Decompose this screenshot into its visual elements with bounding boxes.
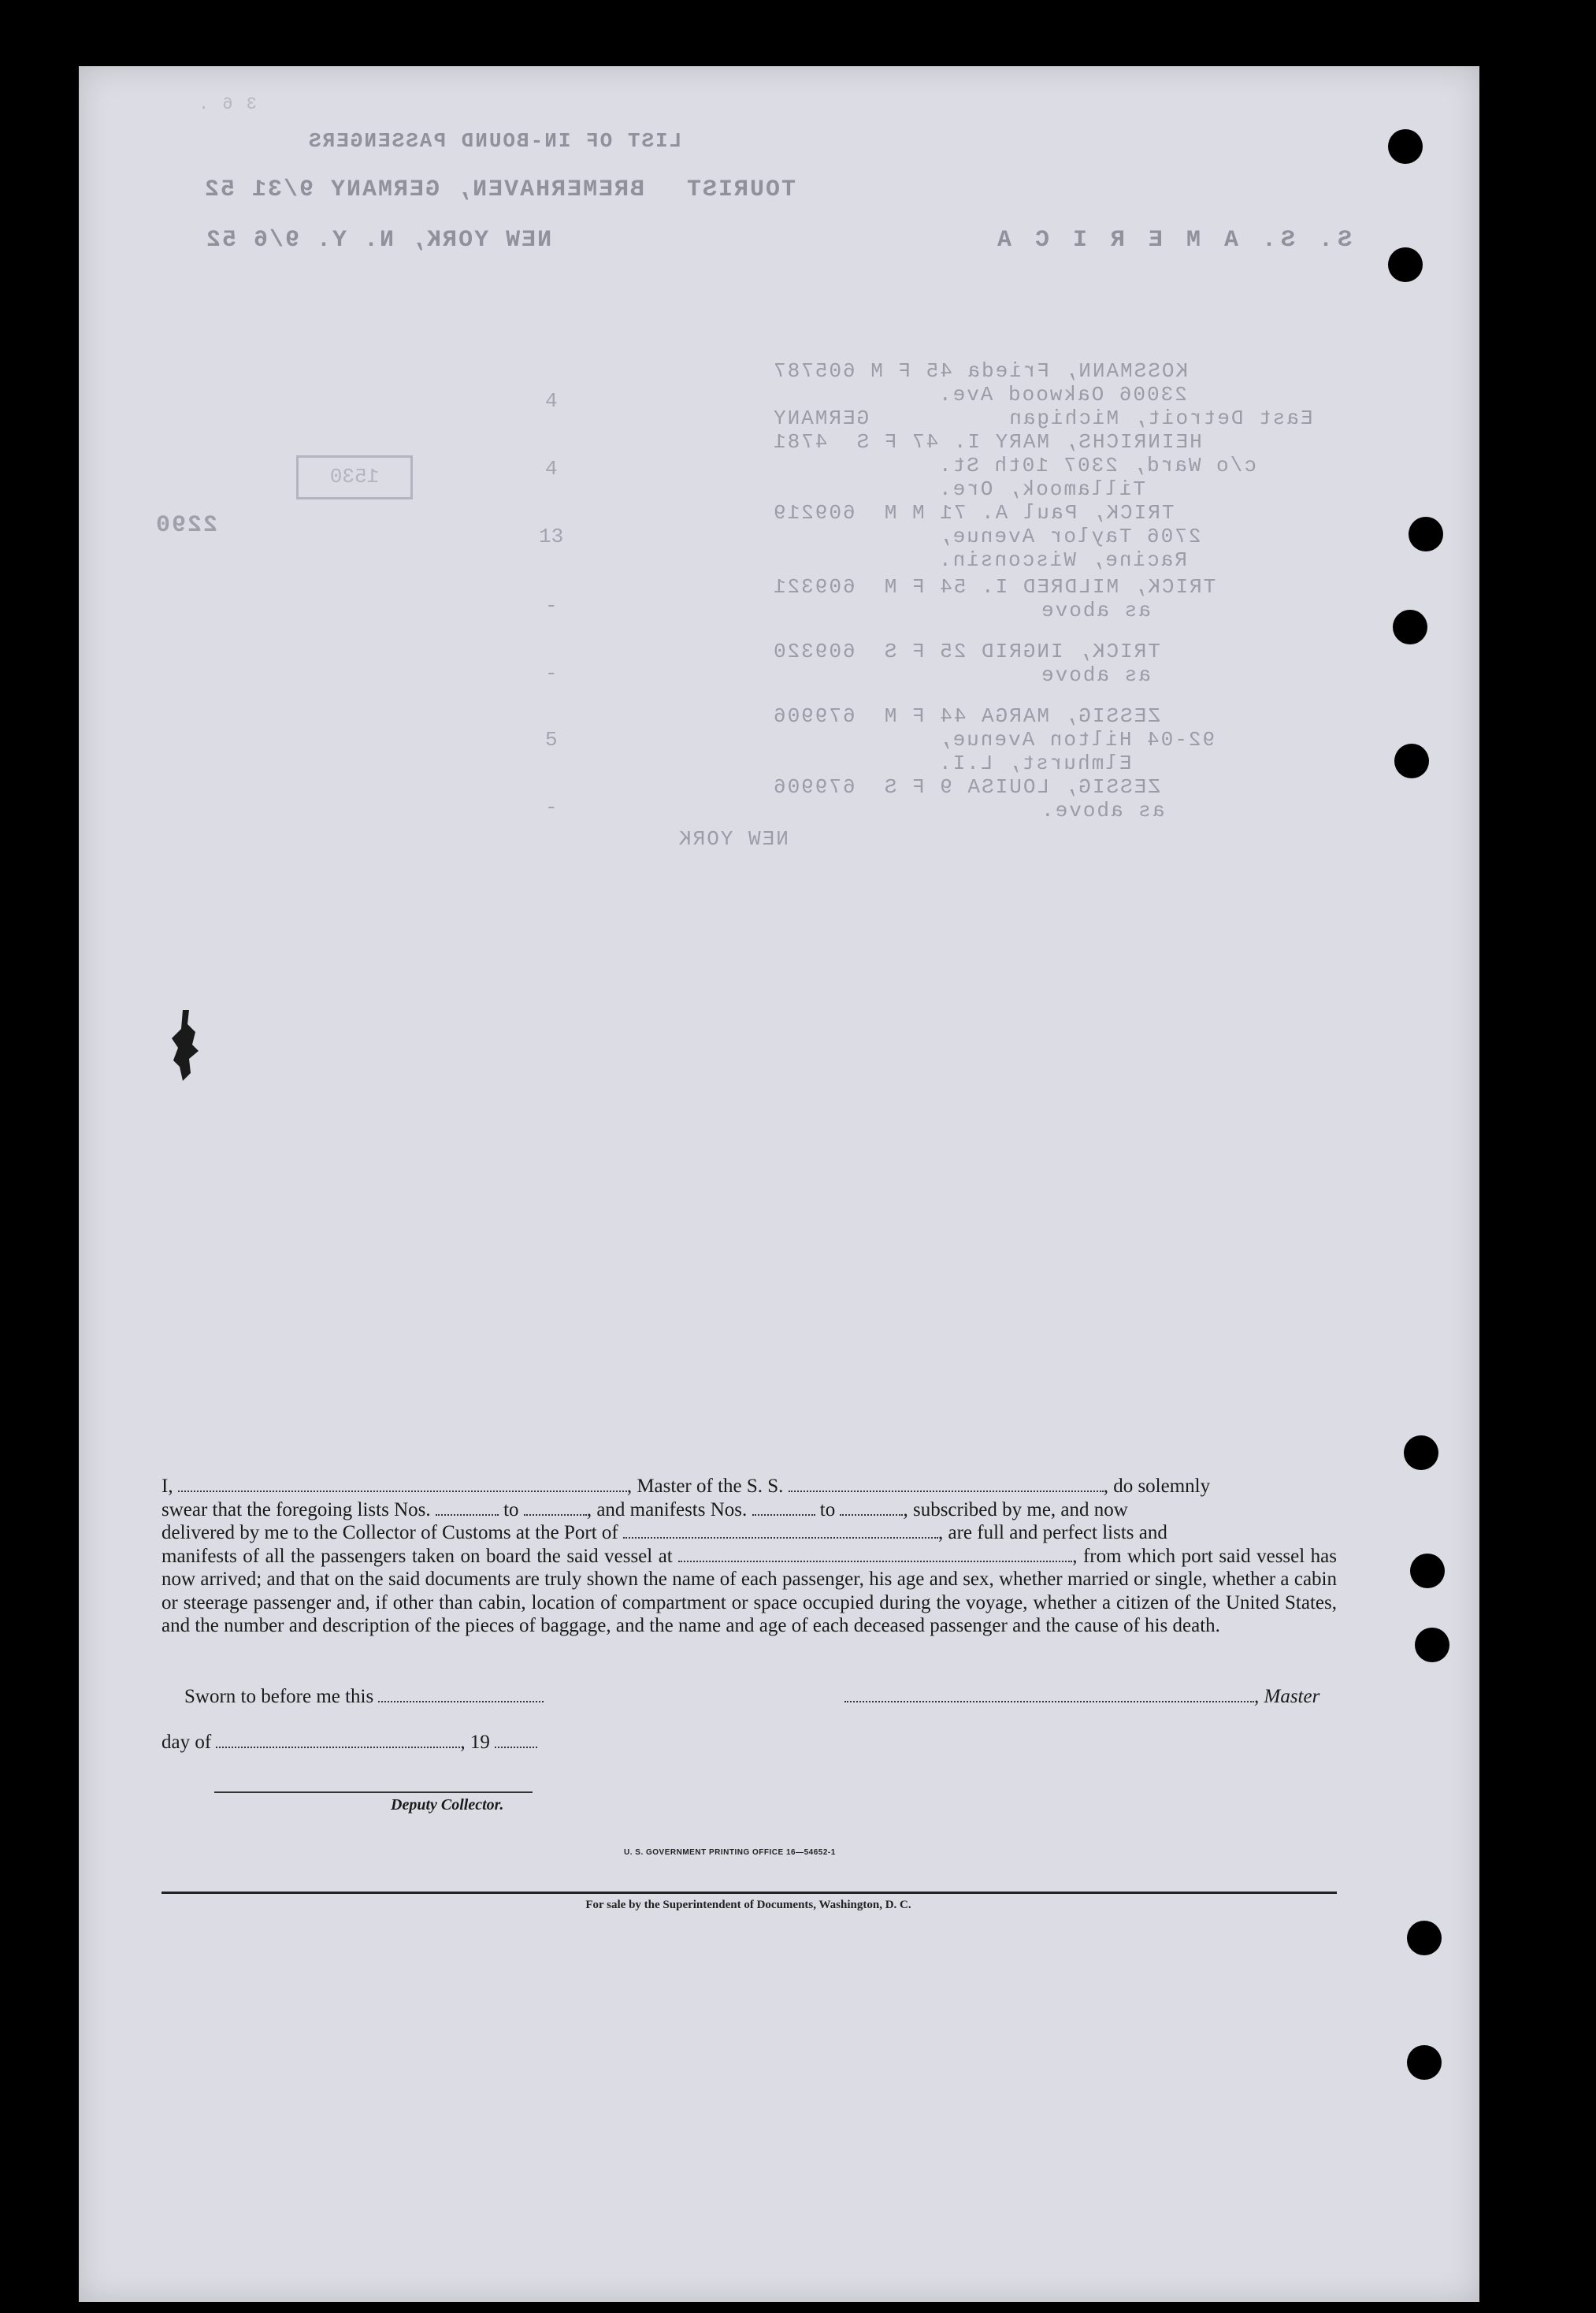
manifest-from-field[interactable] bbox=[752, 1500, 815, 1516]
punch-hole bbox=[1388, 129, 1423, 164]
list-from-field[interactable] bbox=[436, 1500, 499, 1516]
left-number-bleed: 2290 bbox=[154, 512, 218, 539]
port-line-bleed: BREMERHAVEN, GERMANY 9/31 52 bbox=[203, 176, 645, 203]
master-name-field[interactable] bbox=[178, 1476, 627, 1492]
punch-hole bbox=[1407, 2045, 1442, 2080]
port-field[interactable] bbox=[623, 1523, 938, 1539]
row-bleed: ZESSIG, MARGA 44 F M 679906 bbox=[772, 704, 1160, 728]
column-mark: 5 bbox=[545, 728, 558, 752]
column-mark: - bbox=[545, 662, 558, 685]
oath-to-1: to bbox=[503, 1498, 519, 1520]
oath-delivered: delivered by me to the Collector of Customs at the Port of bbox=[161, 1522, 618, 1543]
punch-hole bbox=[1394, 744, 1429, 778]
column-mark: 4 bbox=[545, 389, 558, 413]
oath-master-of: , Master of the S. S. bbox=[626, 1476, 784, 1497]
row-bleed: HEINRICHS, MARY I. 47 F S 4781 bbox=[772, 430, 1202, 454]
row-bleed: as above. bbox=[1040, 799, 1165, 822]
row-bleed: TRICK, MILDRED I. 54 F M 609321 bbox=[772, 575, 1216, 599]
oath-body: port said vessel has now arrived; and that on the said documents are truly shown the name of each passenger, his age and sex, whether married or single, whether a cabin or steerage passenger and, if other than cabin, location of compartment or space occupied during the voyage, whether a citizen of the United States, and the number and description of the pieces of baggage, and the name and age of each deceased passenger and the cause of his death. bbox=[161, 1545, 1338, 1636]
oath-and-manifests: , and manifests Nos. bbox=[586, 1498, 748, 1520]
row-bleed: TRICK, Paul A. 71 M M 609219 bbox=[772, 501, 1175, 525]
day-of-label: day of bbox=[161, 1732, 212, 1753]
row-bleed: Elmhurst, L.I. bbox=[937, 752, 1132, 775]
page-number-bleed: 3 6 . bbox=[197, 95, 258, 114]
month-field[interactable] bbox=[216, 1732, 460, 1748]
footer-rule bbox=[161, 1892, 1337, 1894]
sworn-line bbox=[184, 1686, 544, 1708]
row-bleed: as above bbox=[1040, 599, 1151, 622]
oath-swear-lists: swear that the foregoing lists Nos. bbox=[161, 1498, 431, 1520]
row-bleed: 2706 Taylor Avenue, bbox=[937, 525, 1201, 548]
punch-hole bbox=[1404, 1435, 1438, 1470]
arrival-line-bleed: NEW YORK, N. Y. 9/6 52 bbox=[205, 227, 552, 254]
row-bleed: Tillamook, Ore. bbox=[937, 477, 1146, 501]
vessel-name-field[interactable] bbox=[789, 1476, 1104, 1492]
deputy-signature-field[interactable] bbox=[214, 1791, 533, 1793]
column-mark: - bbox=[545, 796, 558, 819]
master-label: , Master bbox=[1254, 1686, 1320, 1707]
row-bleed: TRICK, INGRID 25 F S 609320 bbox=[772, 640, 1160, 663]
oath-do-solemnly: , do solemnly bbox=[1103, 1476, 1211, 1497]
manifest-to-field[interactable] bbox=[840, 1500, 903, 1516]
column-mark: - bbox=[545, 594, 558, 618]
vessel-bleed: S. S. A M E R I C A bbox=[993, 227, 1353, 254]
row-bleed: NEW YORK bbox=[677, 827, 789, 851]
row-bleed: as above bbox=[1040, 663, 1151, 687]
punch-hole bbox=[1409, 517, 1443, 551]
row-bleed: East Detroit, Michigan GERMANY bbox=[772, 407, 1313, 430]
column-mark: 4 bbox=[545, 457, 558, 481]
year-field[interactable] bbox=[495, 1732, 537, 1748]
master-signature-field[interactable] bbox=[844, 1687, 1254, 1702]
deputy-collector-label: Deputy Collector. bbox=[391, 1796, 504, 1814]
punch-hole bbox=[1388, 247, 1423, 282]
oath-i: I, bbox=[161, 1476, 173, 1497]
day-of-line bbox=[161, 1732, 537, 1754]
punch-hole bbox=[1415, 1628, 1449, 1662]
column-mark: 13 bbox=[539, 525, 564, 548]
year-label: , 19 bbox=[460, 1732, 490, 1753]
punch-hole bbox=[1393, 610, 1427, 644]
oath-manifests-all: manifests of all the passengers taken on board the said vessel at bbox=[161, 1545, 673, 1567]
row-bleed: c/o Ward, 2307 10th St. bbox=[937, 454, 1256, 477]
row-bleed: 92-04 Hilton Avenue, bbox=[937, 728, 1216, 752]
oath-from-which: , from which bbox=[1072, 1545, 1176, 1567]
punch-hole bbox=[1410, 1554, 1445, 1588]
ink-blot bbox=[172, 1010, 200, 1081]
list-to-field[interactable] bbox=[524, 1500, 587, 1516]
oath-to-2: to bbox=[819, 1498, 836, 1520]
row-bleed: Racine, Wisconsin. bbox=[937, 548, 1187, 572]
row-bleed: 23006 Oakwood Ave. bbox=[937, 383, 1187, 407]
punch-hole bbox=[1407, 1921, 1442, 1955]
oath-subscribed: , subscribed by me, and now bbox=[903, 1498, 1128, 1520]
gpo-imprint: U. S. GOVERNMENT PRINTING OFFICE 16—54652-1 bbox=[624, 1848, 836, 1857]
for-sale-note: For sale by the Superintendent of Documents, Washington, D. C. bbox=[585, 1899, 911, 1911]
sworn-date-field[interactable] bbox=[378, 1687, 544, 1702]
class-label-bleed: TOURIST bbox=[685, 176, 796, 203]
form-page bbox=[79, 66, 1479, 2302]
oath-full-perfect: , are full and perfect lists and bbox=[938, 1522, 1167, 1543]
stamp-bleed: 1530 bbox=[296, 455, 413, 499]
departure-port-field[interactable] bbox=[678, 1546, 1072, 1562]
list-title-bleed: LIST OF IN-BOUND PASSENGERS bbox=[307, 129, 682, 153]
row-bleed: ZESSIG, LOUISA 9 F S 679906 bbox=[772, 775, 1160, 799]
sworn-label: Sworn to before me this bbox=[184, 1686, 374, 1707]
master-signature-line bbox=[844, 1686, 1319, 1708]
row-bleed: KOSSMANN, Frieda 45 F M 605787 bbox=[772, 359, 1189, 383]
oath-paragraph bbox=[161, 1475, 1337, 1638]
